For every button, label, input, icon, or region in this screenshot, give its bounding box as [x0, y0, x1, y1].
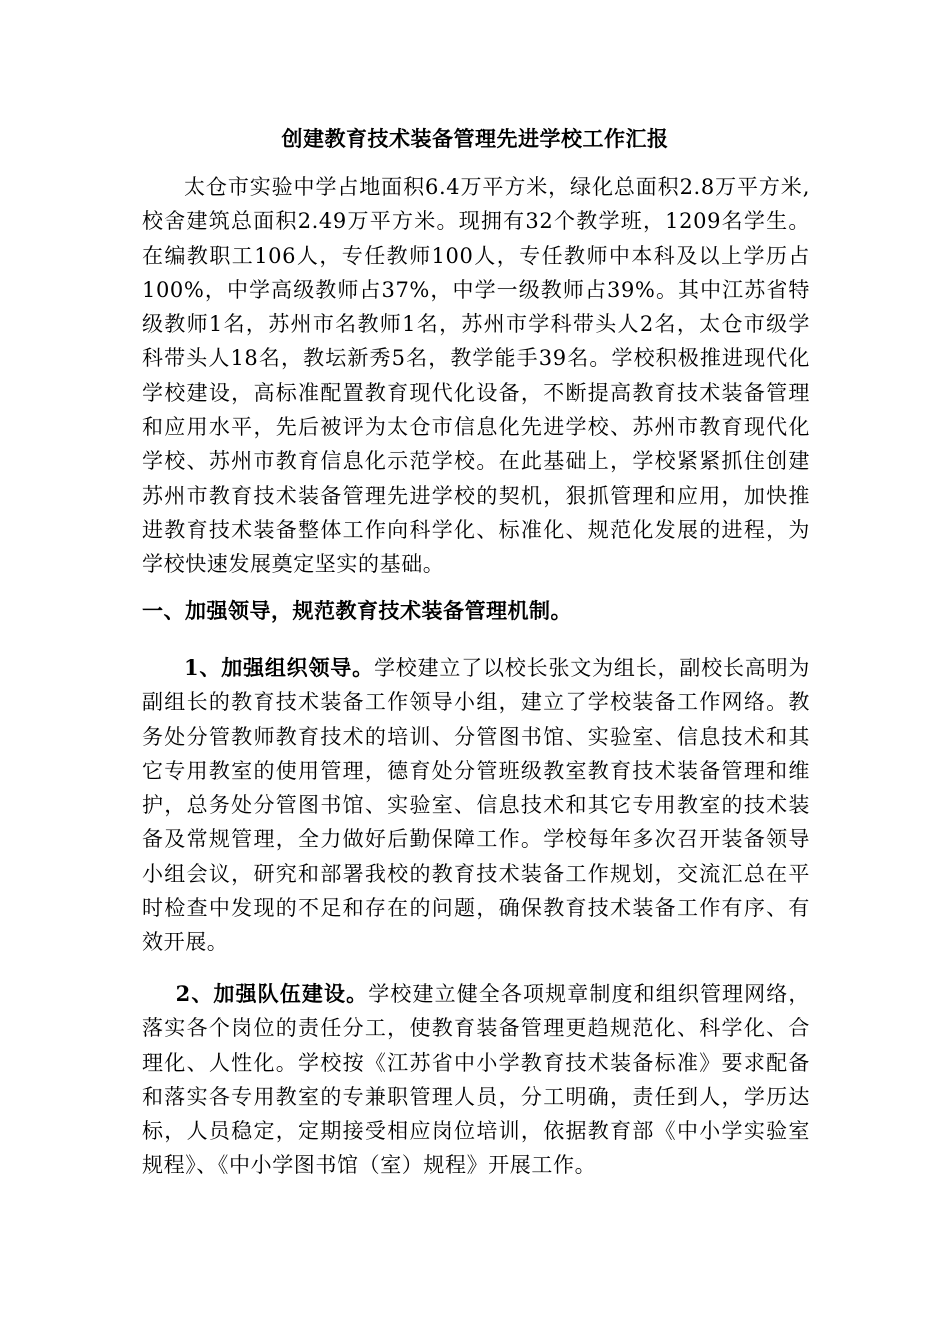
- item-1-paragraph: [142, 651, 810, 960]
- intro-paragraph: 太仓市实验中学占地面积6.4万平方米，绿化总面积2.8万平方米,校舍建筑总面积2.49万平方米。现拥有32个教学班，1209名学生。在编教职工106人，专任教师100人，专任教师中本科及以上学历占100%，中学高级教师占37%，中学一级教师占39%。其中江苏省特级教师1名，苏州市名教师1名，苏州市学科带头人2名，太仓市级学科带头人18名，教坛新秀5名，教学能手39名。学校积极推进现代化学校建设，高标准配置教育现代化设备，不断提高教育技术装备管理和应用水平，先后被评为太仓市信息化先进学校、苏州市教育现代化学校、苏州市教育信息化示范学校。在此基础上，学校紧紧抓住创建苏州市教育技术装备管理先进学校的契机，狠抓管理和应用，加快推进教育技术装备整体工作向科学化、标准化、规范化发展的进程，为学校快速发展奠定坚实的基础。: [142, 175, 810, 577]
- item-2-lead: 2、加强队伍建设。: [175, 981, 369, 1006]
- section-heading: 一、加强领导，规范教育技术装备管理机制。: [142, 598, 572, 623]
- document-title: 创建教育技术装备管理先进学校工作汇报: [281, 126, 669, 151]
- item-1-lead: 1、加强组织领导。: [184, 655, 374, 680]
- item-2-body: 学校建立健全各项规章制度和组织管理网络，落实各个岗位的责任分工，使教育装备管理更趋规范化、科学化、合理化、人性化。学校按《江苏省中小学教育技术装备标准》要求配备和落实各专用教室的专兼职管理人员，分工明确，责任到人，学历达标，人员稳定，定期接受相应岗位培训，依据教育部《中小学实验室规程》、《中小学图书馆（室）规程》开展工作。: [142, 982, 810, 1178]
- item-2-paragraph: [142, 977, 810, 1183]
- item-1-body: 学校建立了以校长张文为组长，副校长高明为副组长的教育技术装备工作领导小组，建立了学校装备工作网络。教务处分管教师教育技术的培训、分管图书馆、实验室、信息技术和其它专用教室的使用管理，德育处分管班级教室教育技术装备管理和维护，总务处分管图书馆、实验室、信息技术和其它专用教室的技术装备及常规管理，全力做好后勤保障工作。学校每年多次召开装备领导小组会议，研究和部署我校的教育技术装备工作规划，交流汇总在平时检查中发现的不足和存在的问题，确保教育技术装备工作有序、有效开展。: [142, 656, 810, 955]
